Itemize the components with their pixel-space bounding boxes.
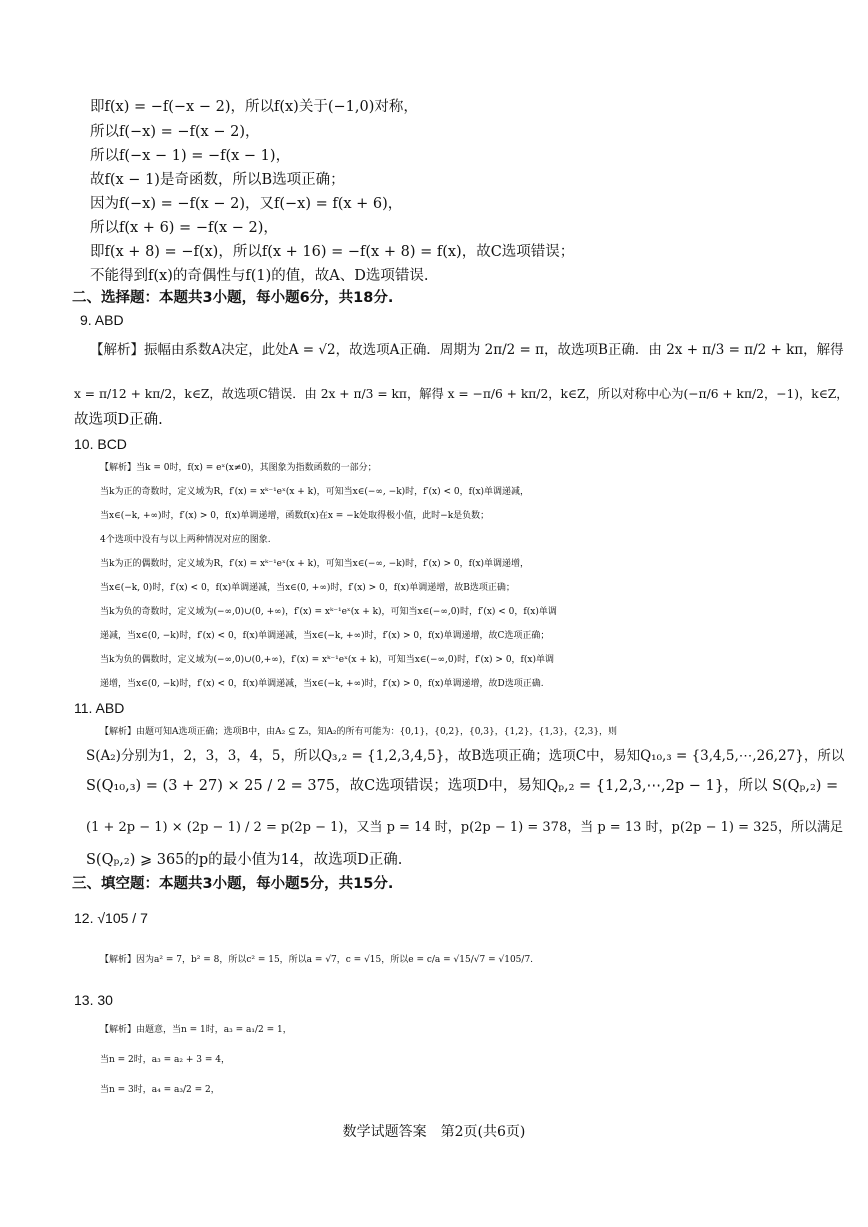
- text-line: 当n = 3时，a₄ = a₃/2 = 2，: [100, 1085, 220, 1095]
- text-line: (1 + 2p − 1) × (2p − 1) / 2 = p(2p − 1)，又当 p = 14 时，p(2p − 1) = 378，当 p = 13 时，p(2p − 1) = 325，所以满足: [86, 820, 843, 835]
- section-heading: 三、填空题：本题共3小题，每小题5分，共15分.: [72, 876, 394, 892]
- text-line: 即f(x) = −f(−x − 2)，所以f(x)关于(−1,0)对称，: [90, 99, 418, 115]
- text-line: 当k为负的奇数时，定义域为(−∞,0)∪(0, +∞)，f′(x) = xᵏ⁻¹eˣ(x + k)，可知当x∈(−∞,0)时，f′(x) < 0，f(x)单调: [100, 607, 557, 617]
- text-line: 当k为负的偶数时，定义域为(−∞,0)∪(0,+∞)，f′(x) = xᵏ⁻¹eˣ(x + k)，可知当x∈(−∞,0)时，f′(x) > 0，f(x)单调: [100, 655, 554, 665]
- text-line: 所以f(x + 6) = −f(x − 2)，: [90, 220, 278, 236]
- text-line: 【解析】由题意，当n = 1时，a₃ = a₁/2 = 1，: [100, 1025, 292, 1035]
- text-line: 不能得到f(x)的奇偶性与f(1)的值，故A、D选项错误.: [90, 268, 429, 284]
- text-line: x = π/12 + kπ/2，k∈Z，故选项C错误．由 2x + π/3 = kπ，解得 x = −π/6 + kπ/2，k∈Z，所以对称中心为(−π/6 + kπ/2，−1)，k∈Z，: [74, 387, 849, 401]
- text-line: 当n = 2时，a₃ = a₂ + 3 = 4，: [100, 1055, 230, 1065]
- answer-number: 9. ABD: [80, 312, 124, 328]
- answer-number: 13. 30: [74, 992, 113, 1008]
- page-footer: 数学试题答案 第2页(共6页): [342, 1124, 526, 1140]
- text-line: 递减，当x∈(0, −k)时，f′(x) < 0，f(x)单调递减，当x∈(−k, +∞)时，f′(x) > 0，f(x)单调递增，故C选项正确；: [100, 631, 550, 641]
- text-line: 【解析】当k = 0时，f(x) = eˣ(x≠0)，其图象为指数函数的一部分；: [100, 463, 377, 473]
- text-line: 当x∈(−k, 0)时，f′(x) < 0，f(x)单调递减，当x∈(0, +∞)时，f′(x) > 0，f(x)单调递增，故B选项正确；: [100, 583, 515, 593]
- text-line: S(Q₁₀,₃) = (3 + 27) × 25 / 2 = 375，故C选项错误；选项D中，易知Qₚ,₂ = {1,2,3,⋯,2p − 1}，所以 S(Qₚ,₂) =: [86, 778, 839, 794]
- text-line: 所以f(−x) = −f(x − 2)，: [90, 124, 260, 140]
- text-line: 当k为正的奇数时，定义域为R，f′(x) = xᵏ⁻¹eˣ(x + k)，可知当x∈(−∞, −k)时，f′(x) < 0，f(x)单调递减，: [100, 487, 530, 497]
- text-line: 【解析】因为a² = 7，b² = 8，所以c² = 15，所以a = √7，c = √15，所以e = c/a = √15/√7 = √105/7.: [100, 955, 534, 965]
- text-line: S(A₂)分别为1，2，3，3，4，5，所以Q₃,₂ = {1,2,3,4,5}，故B选项正确；选项C中，易知Q₁₀,₃ = {3,4,5,⋯,26,27}，所以: [86, 748, 845, 764]
- answer-number: 10. BCD: [74, 436, 127, 452]
- text-line: 所以f(−x − 1) = −f(x − 1)，: [90, 148, 291, 164]
- text-line: 4个选项中没有与以上两种情况对应的图象.: [100, 535, 271, 545]
- text-line: 当k为正的偶数时，定义域为R，f′(x) = xᵏ⁻¹eˣ(x + k)，可知当x∈(−∞, −k)时，f′(x) > 0，f(x)单调递增，: [100, 559, 530, 569]
- text-line: 故f(x − 1)是奇函数，所以B选项正确；: [90, 172, 345, 188]
- text-line: 【解析】由题可知A选项正确；选项B中，由A₂ ⊆ Z₃，知A₂的所有可能为：{0,1}，{0,2}，{0,3}，{1,2}，{1,3}，{2,3}，则: [100, 727, 618, 737]
- answer-number: 12. √105 / 7: [74, 910, 148, 926]
- text-line: 故选项D正确.: [74, 412, 163, 428]
- answer-number: 11. ABD: [74, 700, 125, 716]
- text-line: 当x∈(−k, +∞)时，f′(x) > 0，f(x)单调递增，函数f(x)在x = −k处取得极小值，此时−k是负数；: [100, 511, 490, 521]
- text-line: 【解析】振幅由系数A决定，此处A = √2，故选项A正确．周期为 2π/2 = π，故选项B正确．由 2x + π/3 = π/2 + kπ，解得: [90, 342, 844, 358]
- section-heading: 二、选择题：本题共3小题，每小题6分，共18分.: [72, 290, 394, 306]
- text-line: 即f(x + 8) = −f(x)，所以f(x + 16) = −f(x + 8) = f(x)，故C选项错误；: [90, 244, 575, 260]
- text-line: S(Qₚ,₂) ⩾ 365的p的最小值为14，故选项D正确.: [86, 852, 403, 868]
- text-line: 因为f(−x) = −f(x − 2)，又f(−x) = f(x + 6)，: [90, 196, 403, 212]
- text-line: 递增，当x∈(0, −k)时，f′(x) < 0，f(x)单调递减，当x∈(−k, +∞)时，f′(x) > 0，f(x)单调递增，故D选项正确.: [100, 679, 544, 689]
